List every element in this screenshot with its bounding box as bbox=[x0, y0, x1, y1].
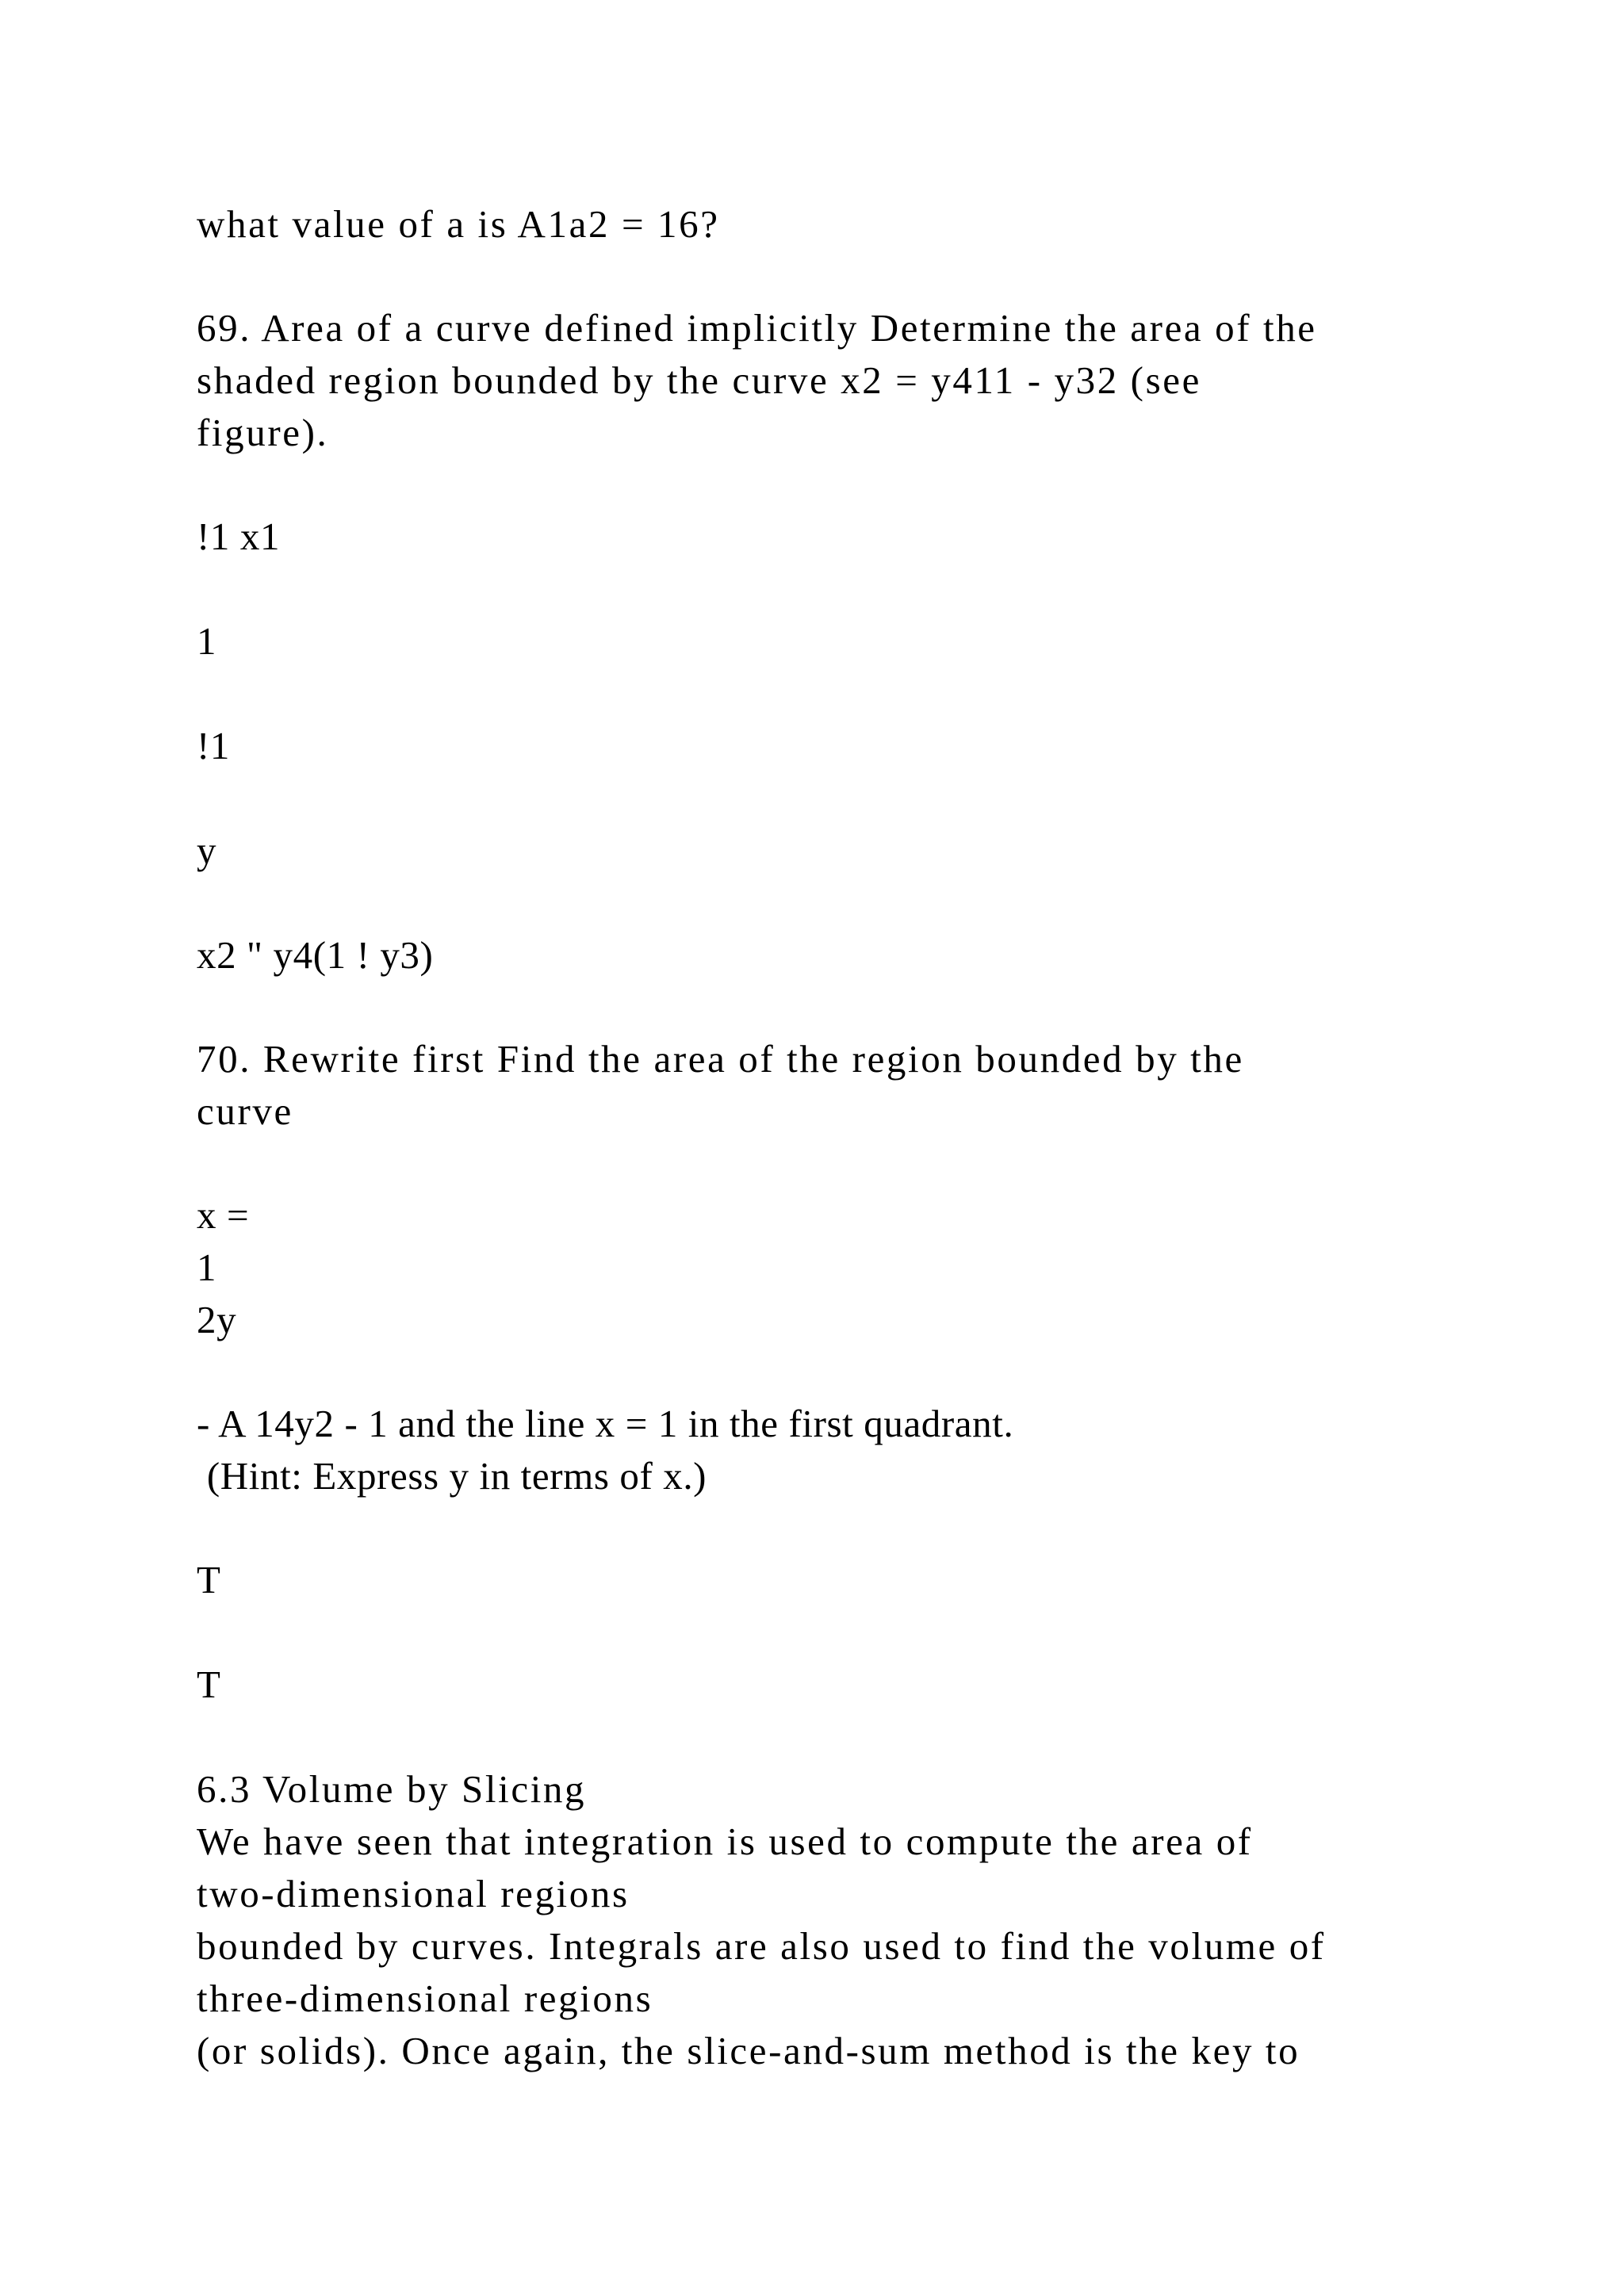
q70-text-line-2: curve bbox=[197, 1089, 293, 1133]
q70-equation-x: x = bbox=[197, 1193, 250, 1237]
q70-hint: (Hint: Express y in terms of x.) bbox=[197, 1454, 707, 1498]
section-paragraph-line-3: bounded by curves. Integrals are also used to find the volume of bbox=[197, 1924, 1326, 1968]
q70-equation-numerator: 1 bbox=[197, 1246, 217, 1289]
section-paragraph-line-5: (or solids). Once again, the slice-and-sum method is the key to bbox=[197, 2029, 1300, 2072]
stray-letter-t-2: T bbox=[197, 1663, 221, 1706]
section-paragraph-line-2: two-dimensional regions bbox=[197, 1872, 630, 1915]
q69-text-line-3: figure). bbox=[197, 411, 329, 454]
figure-axis-ticks-x: !1 x1 bbox=[197, 515, 281, 558]
section-paragraph-line-1: We have seen that integration is used to compute the area of bbox=[197, 1820, 1253, 1863]
figure-tick-1: 1 bbox=[197, 619, 217, 663]
previous-question-tail: what value of a is A1a2 = 16? bbox=[197, 202, 720, 246]
section-paragraph-line-4: three-dimensional regions bbox=[197, 1976, 653, 2020]
q70-text-line-3: - A 14y2 - 1 and the line x = 1 in the first quadrant. bbox=[197, 1402, 1014, 1445]
figure-axis-y: y bbox=[197, 828, 217, 872]
q69-text-line-2: shaded region bounded by the curve x2 = y411 - y32 (see bbox=[197, 358, 1201, 402]
q70-equation-denominator: 2y bbox=[197, 1298, 237, 1341]
figure-tick-neg1: !1 bbox=[197, 724, 231, 767]
q70-text-line-1: 70. Rewrite first Find the area of the region bounded by the bbox=[197, 1037, 1244, 1081]
figure-curve-label: x2 " y4(1 ! y3) bbox=[197, 933, 434, 977]
stray-letter-t-1: T bbox=[197, 1558, 221, 1601]
section-heading: 6.3 Volume by Slicing bbox=[197, 1767, 587, 1811]
q69-text-line-1: 69. Area of a curve defined implicitly Determine the area of the bbox=[197, 306, 1317, 350]
